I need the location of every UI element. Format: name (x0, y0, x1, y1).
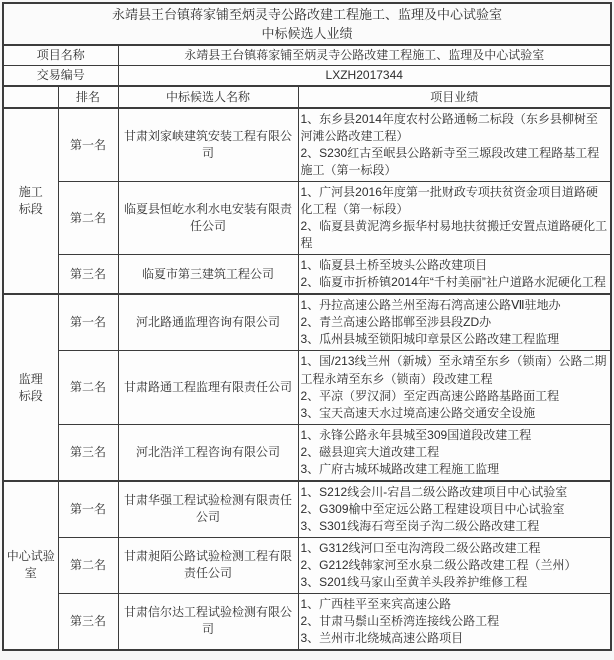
project-name-label: 项目名称 (3, 45, 118, 66)
achievement-item: 1、东乡县2014年度农村公路通畅二标段（东乡县柳树至河滩公路改建工程） (300, 112, 598, 144)
achievement-item: 1、永锋公路永年县城至309国道段改建工程 (300, 427, 532, 442)
achievement-item: 2、青兰高速公路邯郸至涉县段ZD办 (300, 315, 492, 330)
rank-cell: 第一名 (58, 294, 118, 351)
achievements-cell (298, 593, 611, 650)
rank-cell: 第三名 (58, 255, 118, 295)
achievement-item: 3、瓜州县城至锁阳城印章景区公路改建工程监理 (300, 332, 560, 347)
achievement-item: 1、G312线河口至屯沟湾段二级公路改建工程 (300, 540, 541, 555)
achievements-cell (298, 424, 611, 481)
section-label-line: 中心试验 (6, 549, 55, 564)
trade-number-label: 交易编号 (3, 66, 118, 87)
achievement-item: 3、宝天高速天水过境高速公路交通安全设施 (300, 405, 536, 420)
table-row (3, 294, 611, 351)
table-row (3, 537, 611, 593)
achievement-item: 2、G212线韩家河至水泉二级公路改建工程（兰州） (300, 557, 577, 572)
trade-number-value: LXZH2017344 (118, 66, 611, 87)
column-header-achievements: 项目业绩 (298, 86, 611, 108)
trade-number-row (3, 66, 611, 87)
bid-results-table (2, 2, 612, 651)
table-row (3, 182, 611, 255)
rank-cell: 第二名 (58, 182, 118, 255)
candidate-name-cell: 甘肃华强工程试验检测有限责任公司 (118, 481, 298, 538)
candidate-name-cell: 河北浩洋工程咨询有限公司 (118, 424, 298, 481)
section-label-line: 标段 (18, 388, 43, 403)
achievement-item: 2、临夏县黄泥湾乡振华村易地扶贫搬迁安置点道路硬化工程 (300, 219, 608, 251)
section-label (3, 294, 58, 480)
achievement-item: 1、广河县2016年度第一批财政专项扶贫资金项目道路硬化工程（第一标段） (300, 185, 598, 217)
achievement-item: 2、S230红古至岷县公路新寺至三塬段改建工程路基工程施工（第一标段） (300, 146, 600, 178)
achievements-cell (298, 294, 611, 351)
achievement-item: 1、S212线会川-宕昌二级公路改建项目中心试验室 (300, 484, 568, 499)
section-label (3, 108, 58, 294)
achievements-cell (298, 351, 611, 424)
achievement-item: 3、兰州市北绕城高速公路项目 (300, 630, 464, 645)
page-title (3, 3, 611, 45)
candidate-name-cell: 临夏市第三建筑工程公司 (118, 255, 298, 295)
column-header-candidate: 中标候选人名称 (118, 86, 298, 108)
achievement-item: 2、G309榆中至定远公路工程建设项目中心试验室 (300, 501, 565, 516)
candidate-name-cell: 甘肃信尔达工程试验检测有限公司 (118, 593, 298, 650)
achievement-item: 2、磁县迎宾大道改建工程 (300, 444, 440, 459)
rank-cell: 第三名 (58, 424, 118, 481)
achievement-item: 2、临夏市折桥镇2014年“千村美丽”社户道路水泥硬化工程 (300, 275, 606, 290)
table-row (3, 255, 611, 295)
table-row (3, 593, 611, 650)
achievement-item: 2、甘肃马鬃山至桥湾连接线公路工程 (300, 613, 500, 628)
achievement-item: 3、S201线马家山至黄羊头段养护维修工程 (300, 574, 528, 589)
achievement-item: 1、临夏县土桥至坡头公路改建项目 (300, 258, 488, 273)
section-label-line: 施工 (18, 185, 43, 200)
section-label-line: 标段 (18, 202, 43, 217)
table-row (3, 481, 611, 538)
rank-cell: 第二名 (58, 351, 118, 424)
candidate-name-cell: 甘肃昶陌公路试验检测工程有限责任公司 (118, 537, 298, 593)
candidate-name-cell: 甘肃刘家峡建筑安装工程有限公司 (118, 108, 298, 182)
table-row (3, 424, 611, 481)
rank-cell: 第一名 (58, 481, 118, 538)
table-row (3, 351, 611, 424)
column-header-section (3, 86, 58, 108)
achievement-item: 1、丹拉高速公路兰州至海石湾高速公路Ⅶ驻地办 (300, 298, 561, 313)
table-row (3, 108, 611, 182)
section-label (3, 481, 58, 650)
project-name-value: 永靖县王台镇蒋家铺至炳灵寺公路改建工程施工、监理及中心试验室 (118, 45, 611, 66)
candidate-name-cell: 河北路通监理咨询有限公司 (118, 294, 298, 351)
page-title-line2: 中标候选人业绩 (261, 26, 353, 41)
page-title-line1: 永靖县王台镇蒋家铺至炳灵寺公路改建工程施工、监理及中心试验室 (111, 7, 502, 22)
column-header-row (3, 86, 611, 108)
candidate-name-cell: 甘肃路通工程监理有限责任公司 (118, 351, 298, 424)
project-name-row (3, 45, 611, 66)
section-label-line: 监理 (18, 371, 43, 386)
rank-cell: 第二名 (58, 537, 118, 593)
achievement-item: 2、平凉（罗汉洞）至定西高速公路路基路面工程 (300, 388, 560, 403)
rank-cell: 第一名 (58, 108, 118, 182)
rank-cell: 第三名 (58, 593, 118, 650)
results-body (3, 108, 611, 650)
achievement-item: 1、广西桂平至来宾高速公路 (300, 596, 452, 611)
achievements-cell (298, 481, 611, 538)
achievement-item: 3、广府古城环城路改建工程施工监理 (300, 461, 500, 476)
achievements-cell (298, 108, 611, 182)
title-row (3, 3, 611, 45)
achievements-cell (298, 537, 611, 593)
candidate-name-cell: 临夏县恒屹水利水电安装有限责任公司 (118, 182, 298, 255)
section-label-line: 室 (24, 566, 37, 581)
achievements-cell (298, 255, 611, 295)
achievement-item: 1、国/213线兰州（新城）至永靖至东乡（锁南）公路二期工程永靖至东乡（锁南）段改建工程 (300, 354, 607, 386)
column-header-rank: 排名 (58, 86, 118, 108)
achievements-cell (298, 182, 611, 255)
achievement-item: 3、S301线海石弯至岗子沟二级公路改建工程 (300, 518, 540, 533)
